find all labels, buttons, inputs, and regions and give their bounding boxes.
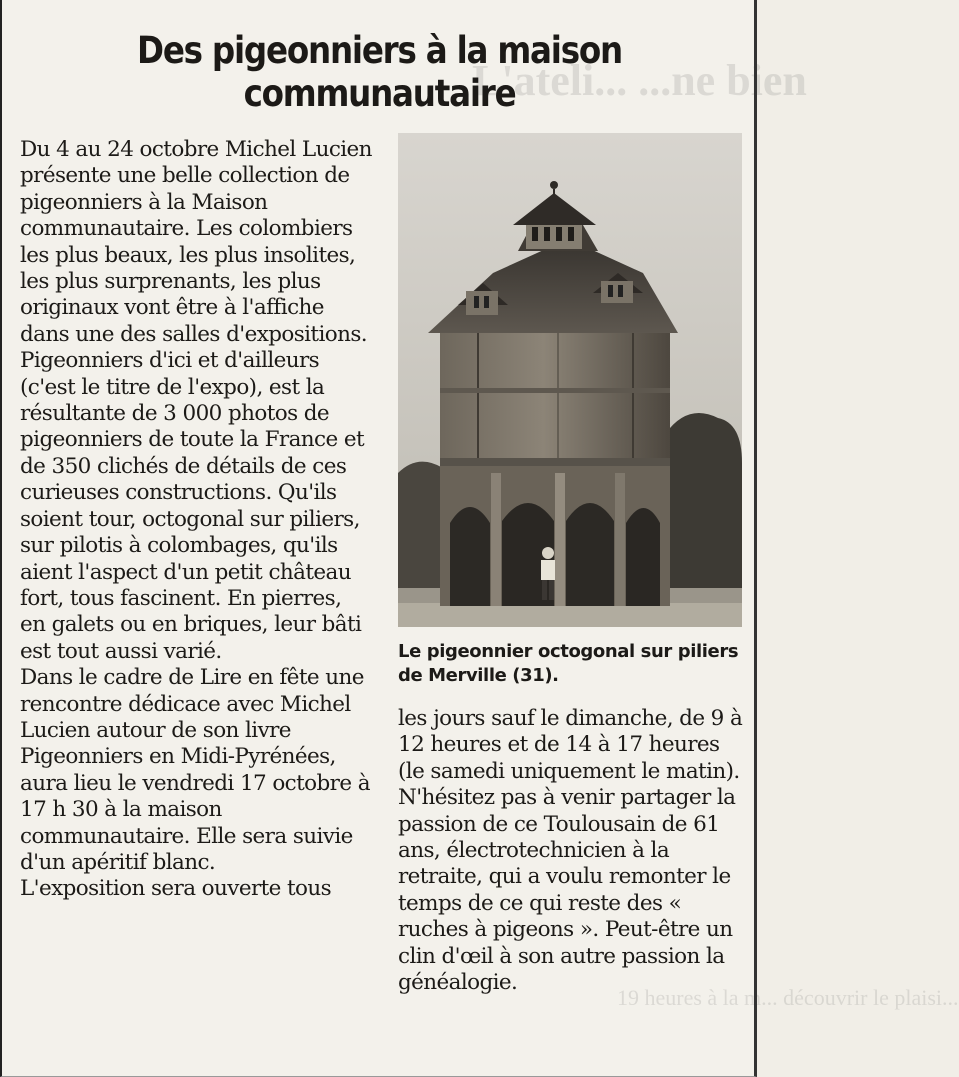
article-right-column bbox=[398, 706, 743, 996]
paragraph-intro: Du 4 au 24 octobre Michel Lucien présente une belle collection de pigeonniers à la Maison communautaire. Les colombiers les plus beaux, les plus insolites, les plus surprenants, les plus originaux vont être à l'affiche dans une des salles d'expositions. Pigeonniers d'ici et d'ailleurs (c'est le titre de l'expo), est la résultante de 3 000 photos de pigeonniers de toute la France et de 350 clichés de détails de ces curieuses constructions. Qu'ils soient tour, octogonal sur piliers, sur pilotis à colombages, qu'ils aient l'aspect d'un petit château fort, tous fascinent. En pierres, en galets ou en briques, leur bâti est tout aussi varié. bbox=[20, 137, 372, 664]
photo-caption: Le pigeonnier octogonal sur piliers de Merville (31). bbox=[398, 641, 739, 686]
dovecote-image bbox=[398, 133, 742, 627]
paragraph-signing: Dans le cadre de Lire en fête une rencontre dédicace avec Michel Lucien autour de son livre Pigeonniers en Midi-Pyrénées, aura lieu le vendredi 17 octobre à 17 h 30 à la maison communautaire. Elle sera suivie d'un apéritif blanc. bbox=[20, 665, 370, 875]
paragraph-opening: L'exposition sera ouverte tous bbox=[20, 876, 332, 902]
article-left-column bbox=[20, 137, 372, 903]
bleed-through-top: L'ateli... ...ne bien bbox=[472, 56, 807, 105]
article-headline: Des pigeonniers à la maison communautaire bbox=[137, 28, 622, 115]
bleed-through-bottom: 19 heures à la m... découvrir le plaisi... bbox=[617, 985, 959, 1010]
dovecote-photo bbox=[398, 133, 742, 627]
paragraph-hours: les jours sauf le dimanche, de 9 à 12 heures et de 14 à 17 heures (le samedi uniquement le matin). N'hésitez pas à venir partager la passion de ce Toulousain de 61 ans, électrotechnicien à la retraite, qui a voulu remonter le temps de ce qui reste des « ruches à pigeons ». Peut-être un clin d'œil à son autre passion la généalogie. bbox=[398, 706, 743, 996]
